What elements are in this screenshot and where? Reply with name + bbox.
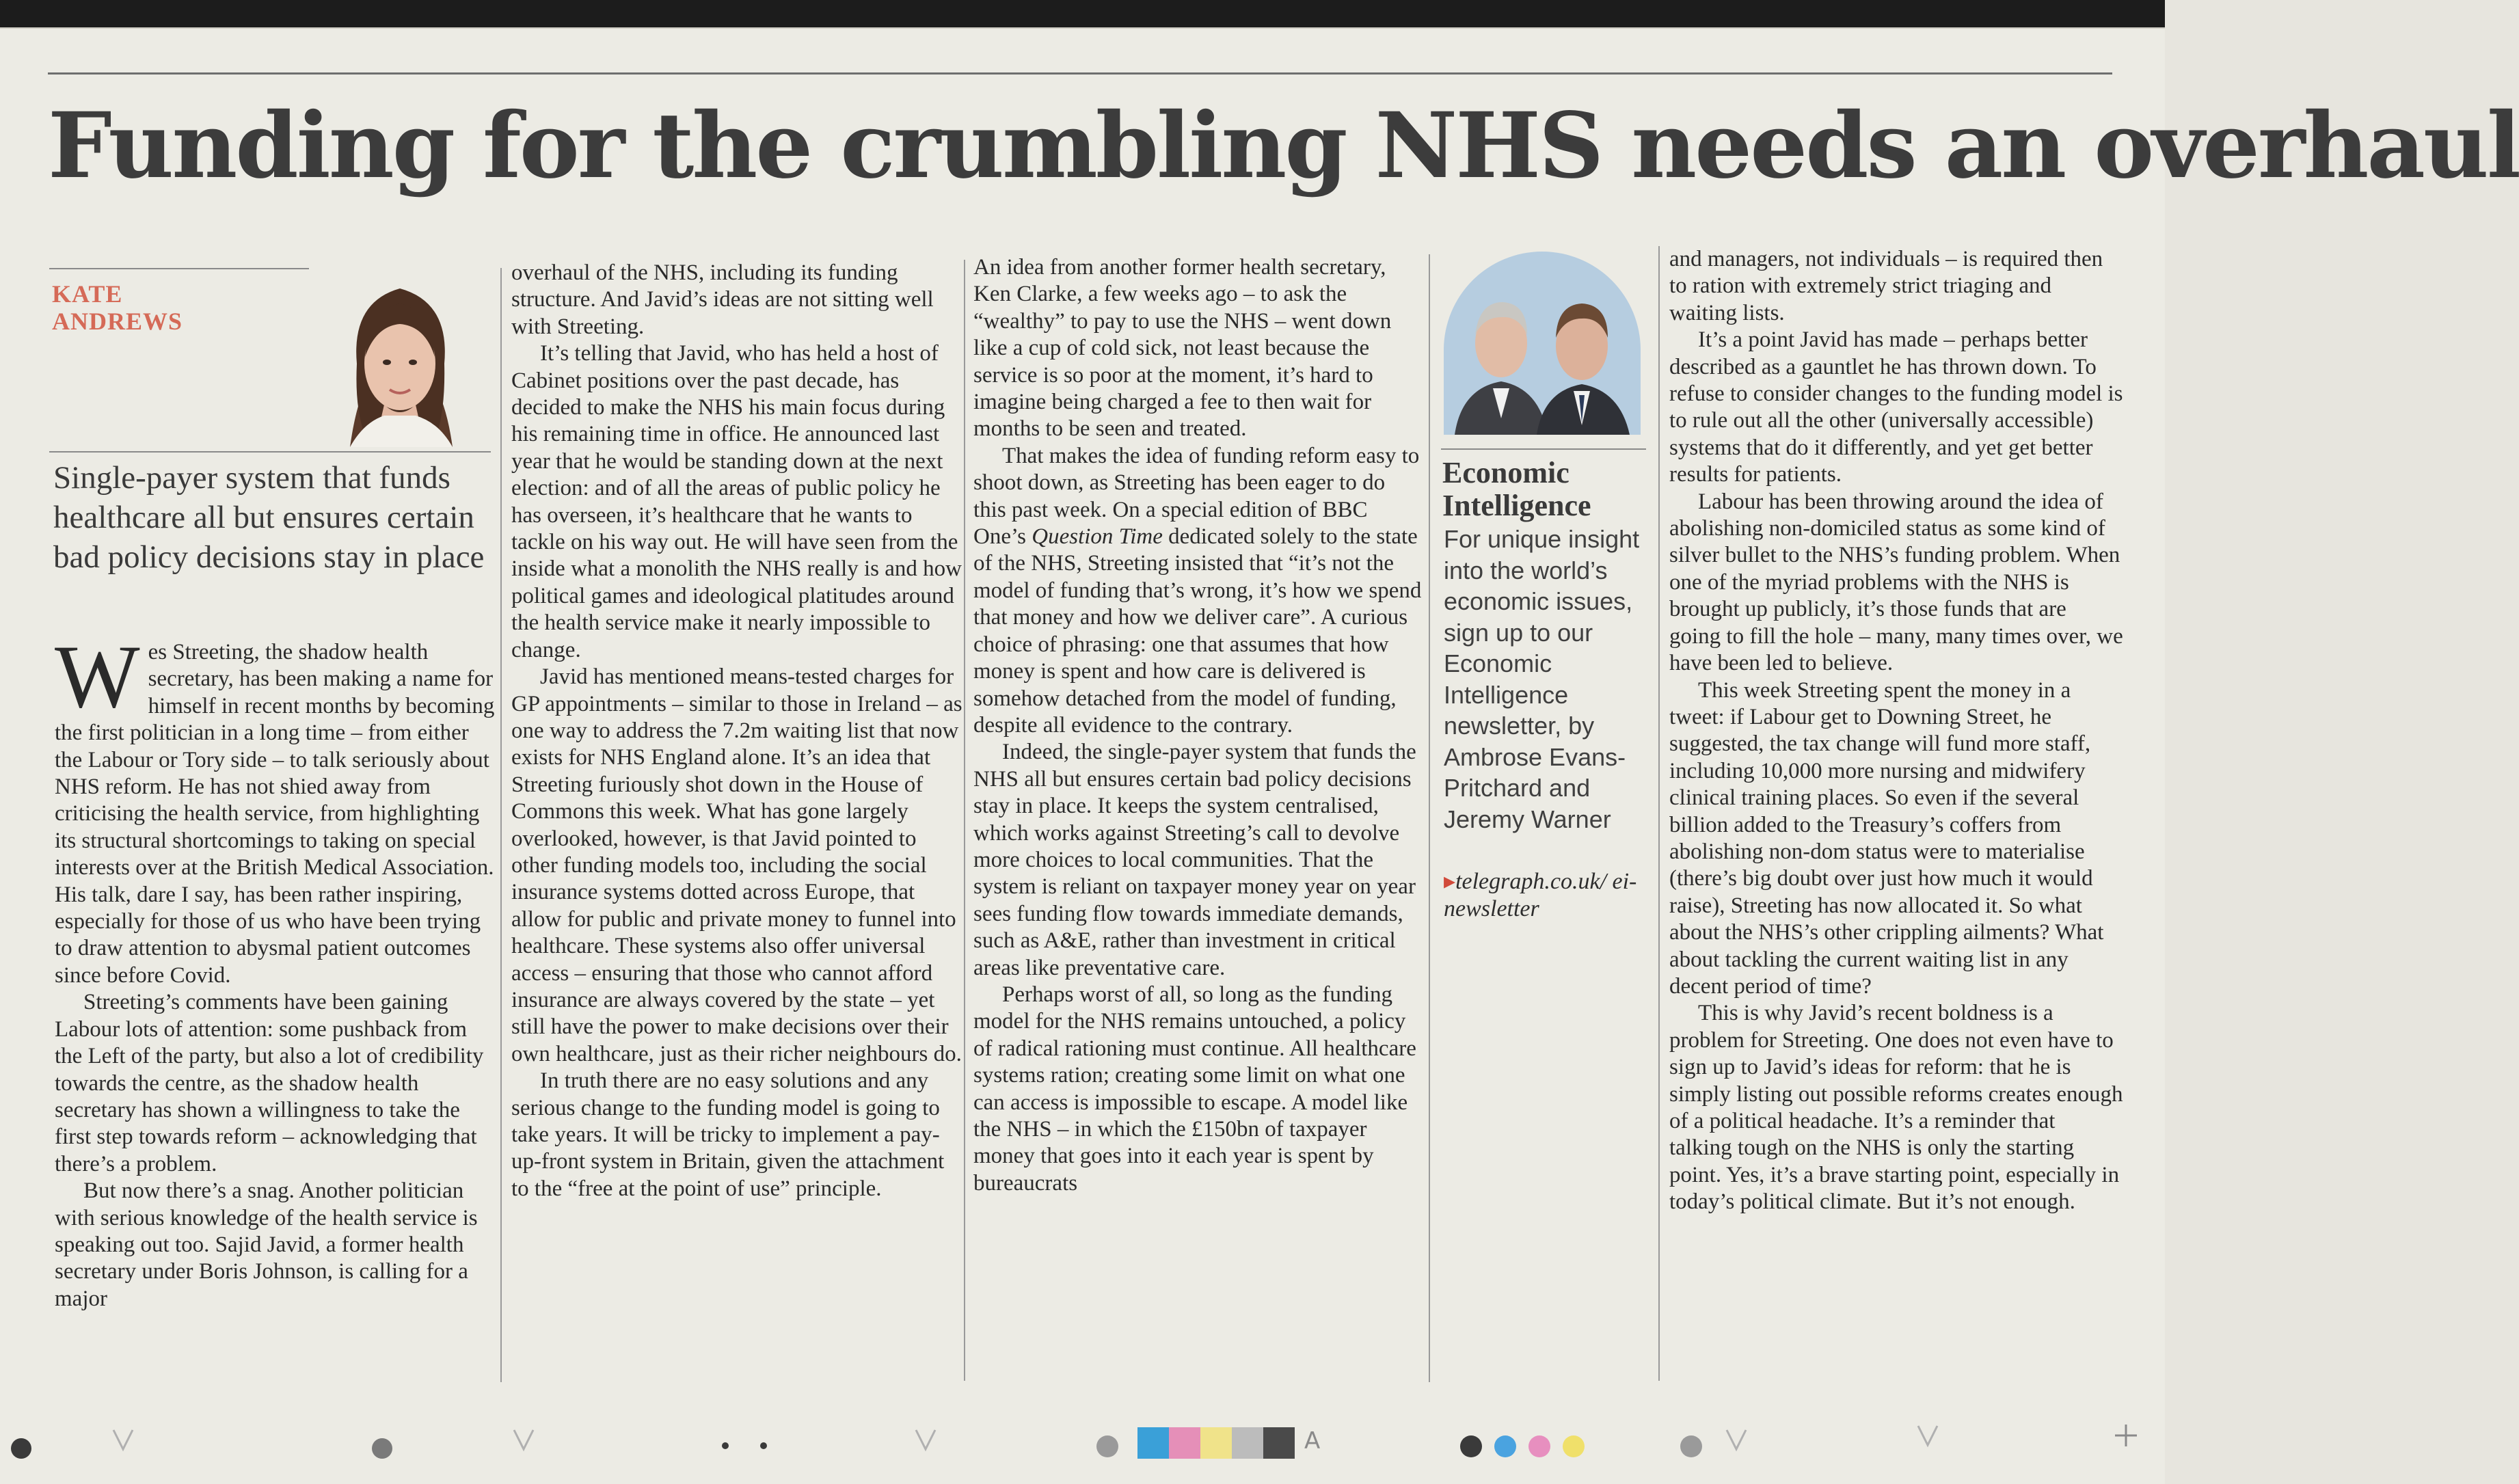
sidebar-rule [1441, 448, 1646, 450]
registration-dot [1680, 1435, 1702, 1457]
registration-dot [372, 1438, 392, 1459]
registration-mark-icon [1914, 1422, 1941, 1449]
arrow-icon: ▸ [1444, 869, 1456, 894]
article-column-1 [55, 626, 498, 1312]
color-swatch-grey [1232, 1427, 1263, 1459]
paragraph [973, 443, 1422, 739]
newsletter-link-text: telegraph.co.uk/ ei-newsletter [1444, 869, 1637, 921]
byline [52, 280, 257, 335]
paragraph: An idea from another former health secretary, Ken Clarke, a few weeks ago – to ask the “wealthy” to pay to use the NHS – went down like a cup of cold sick, not least because the service is so poor at the moment, it’s hard to imagine being charged a fee to then wait for months to be seen and treated. [973, 255, 1392, 442]
registration-dot-yellow [1563, 1435, 1585, 1457]
registration-dot [722, 1442, 729, 1449]
registration-mark-icon [510, 1426, 537, 1453]
article-column-3 [973, 254, 1422, 1197]
sidebar-title: Economic Intelligence [1442, 456, 1591, 522]
text-run: dedicated solely to the state of the NHS, Streeting insisted that “it’s not the model of funding that’s wrong, it’s how we spend that money and how we deliver care”. A curious choice of phrasing: one that assumes that how money is spent and how care is delivered is somehow detached from the model of funding, despite all evidence to the contrary. [973, 524, 1422, 738]
registration-mark-icon [109, 1426, 137, 1453]
registration-letter: A [1304, 1427, 1321, 1455]
byline-first: KATE [52, 280, 123, 308]
paragraph: es Streeting, the shadow health secretary, has been making a name for himself in recent months by becoming the first politician in a long time – from either the Labour or Tory side – to talk seriously about NHS reform. He has not shied away from criticising the health service, from highlighting its structural shortcomings to taking on special interests over at the British Medical Association. His talk, dare I say, has been rather inspiring, especially for those of us who have been trying to draw attention to abysmal patient outcomes since before Covid. [55, 640, 495, 988]
paragraph: Labour has been throwing around the idea of abolishing non-domiciled status as some kind of silver bullet to the NHS’s funding problem. When one of the myriad problems with the NHS is brought up publicly, it’s those funds that are going to fill the hole – many, many times over, we have been led to believe. [1669, 489, 2123, 676]
columnists-portrait [1441, 254, 1643, 435]
paragraph: It’s a point Javid has made – perhaps better described as a gauntlet he has thrown down. To refuse to consider changes to the funding model is to rule out all the other (universally accessible) systems that do it differently, and yet get better results for patients. [1669, 327, 2123, 487]
color-swatch-black [1263, 1427, 1295, 1459]
byline-last: ANDREWS [52, 308, 183, 335]
registration-dot [1096, 1435, 1118, 1457]
paragraph: Indeed, the single-payer system that funds the NHS all but ensures certain bad policy decisions stay in place. It keeps the system centralised, which works against Streeting’s call to devolve more choices to local communities. That the system is reliant on taxpayer money year on year sees funding flow towards immediate demands, such as A&E, rather than investment in critical areas like preventative care. [973, 740, 1416, 980]
color-swatch-yellow [1200, 1427, 1232, 1459]
column-divider [500, 268, 502, 1382]
standfirst: Single-payer system that funds healthcare all but ensures certain bad policy decisions stay in place [53, 460, 485, 575]
programme-title: Question Time [1032, 524, 1163, 550]
registration-mark-icon [1723, 1426, 1750, 1453]
article-column-2 [511, 260, 962, 1202]
registration-dot-cyan [1494, 1435, 1516, 1457]
top-rule [48, 72, 2112, 75]
paragraph: Streeting’s comments have been gaining Labour lots of attention: some pushback from the Left of the party, but also a lot of credibility towards the centre, as the shadow health secretary has shown a willingness to take the first step towards reform – acknowledging that there’s a problem. [55, 990, 484, 1176]
article-column-5 [1669, 246, 2123, 1216]
print-registration-strip [0, 1408, 2165, 1484]
paragraph: This week Streeting spent the money in a tweet: if Labour get to Downing Street, he suggested, the tax change will fund more staff, including 10,000 more nursing and midwifery clinical training places. So even if the several billion added to the Treasury’s coffers from abolishing non-dom status were to materialise (there’s big doubt over just how much it would raise), Streeting has now allocated it. So what about the NHS’s other crippling ailments? What about tackling the current waiting list in any decent period of time? [1669, 677, 2104, 999]
column-divider [964, 260, 965, 1381]
author-portrait [309, 261, 491, 447]
registration-dot-magenta [1528, 1435, 1550, 1457]
paragraph: overhaul of the NHS, including its funding structure. And Javid’s ideas are not sitting well with Streeting. [511, 260, 934, 339]
paragraph: But now there’s a snag. Another politician with serious knowledge of the health service is speaking out too. Sajid Javid, a former health secretary under Boris Johnson, is calling for a major [55, 1178, 478, 1311]
column-divider [1429, 254, 1430, 1382]
registration-dot [11, 1438, 31, 1459]
standfirst-rule [49, 451, 491, 453]
registration-mark-icon [912, 1426, 939, 1453]
sidebar-body: For unique insight into the world’s economic issues, sign up to our Economic Intelligence newsletter, by Ambrose Evans-Pritchard and Jeremy Warner [1444, 525, 1640, 833]
paragraph: In truth there are no easy solutions and any serious change to the funding model is going to take years. It will be tricky to implement a pay-up-front system in Britain, given the attachment to the “free at the point of use” principle. [511, 1068, 945, 1201]
crosshair-icon [2112, 1422, 2140, 1449]
paragraph: Javid has mentioned means-tested charges for GP appointments – similar to those in Ireland – as one way to address the 7.2m waiting list that now exists for NHS England alone. It’s an idea that Streeting furiously shot down in the House of Commons this week. What has gone largely overlooked, however, is that Javid pointed to other funding models too, including the social insurance systems dotted across Europe, that allow for public and private money to funnel into healthcare. These systems also offer universal access – ensuring that those who cannot afford insurance are always covered by the state – yet still have the power to make decisions over their own healthcare, just as their richer neighbours do. [511, 664, 962, 1066]
text-run: That makes the idea of funding reform easy to shoot down, as Streeting has been eager to do this past week. On a special edition of BBC One’s [973, 443, 1420, 550]
registration-dot-black [1460, 1435, 1482, 1457]
newsletter-link[interactable] [1444, 868, 1662, 923]
headline: Funding for the crumbling NHS needs an overhaul [48, 93, 2519, 199]
color-swatch-cyan [1137, 1427, 1169, 1459]
paragraph: It’s telling that Javid, who has held a host of Cabinet positions over the past decade, has decided to make the NHS his main focus during his remaining time in office. He announced last year that he would be standing down at the next election: and of all the areas of public policy he has overseen, it’s healthcare that he wants to tackle on his way out. He will have seen from the inside what a monolith the NHS really is and how political games and ideological platitudes around the health service make it nearly impossible to change. [511, 341, 962, 662]
paragraph: Perhaps worst of all, so long as the funding model for the NHS remains untouched, a policy of radical rationing must continue. All healthcare systems ration; creating some limit on what one can access is impossible to escape. A model like the NHS – in which the £150bn of taxpayer money that goes into it each year is spent by bureaucrats [973, 982, 1416, 1196]
drop-cap: W [55, 626, 140, 727]
registration-dot [760, 1442, 767, 1449]
color-swatch-magenta [1169, 1427, 1200, 1459]
paragraph: This is why Javid’s recent boldness is a problem for Streeting. One does not even have to sign up to Javid’s ideas for reform: that he is simply listing out possible reforms creates enough of a political headache. It’s a reminder that talking tough on the NHS is only the starting point. Yes, it’s a brave starting point, especially in today’s political climate. But it’s not enough. [1669, 1001, 2123, 1215]
column-divider [1658, 246, 1660, 1381]
paragraph: and managers, not individuals – is required then to ration with extremely strict triaging and waiting lists. [1669, 247, 2103, 325]
